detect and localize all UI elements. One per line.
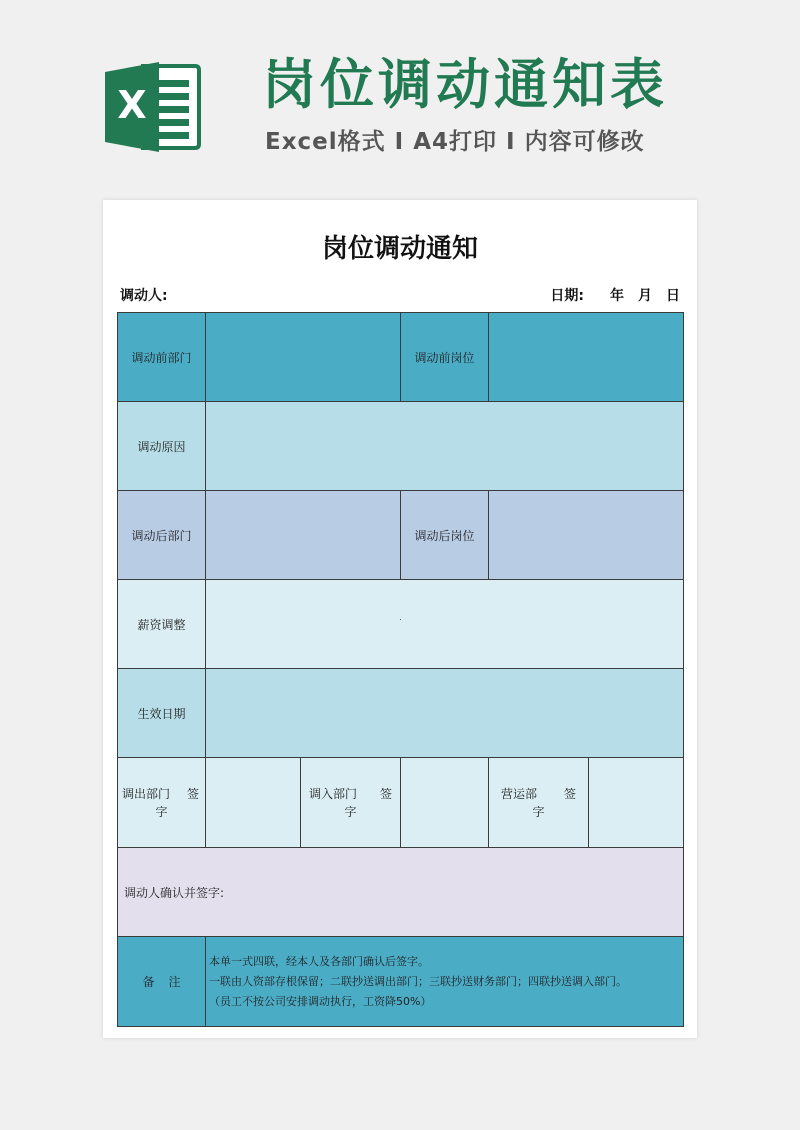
banner-title: 岗位调动通知表	[262, 53, 668, 116]
transferee-label: 调动人:	[120, 288, 168, 304]
effective-date-label: 生效日期	[118, 669, 206, 758]
in-dept-sign-text: 调入部门	[309, 786, 358, 801]
remark-label: 备注	[142, 975, 195, 989]
ops-sign-char2: 字	[532, 804, 545, 819]
effective-date-input[interactable]	[206, 669, 683, 758]
date-day: 日	[666, 288, 680, 304]
document-page	[103, 200, 697, 1038]
out-dept-sign-text: 调出部门	[122, 786, 171, 801]
post-before-label: 调动前岗位	[401, 313, 489, 402]
salary-input[interactable]	[206, 580, 683, 669]
document-title: 岗位调动通知	[321, 234, 478, 264]
reason-input[interactable]	[206, 402, 683, 491]
out-dept-sign-char1: 签	[186, 786, 199, 801]
ops-sign-text: 营运部	[501, 786, 538, 801]
transferee-confirm-label: 调动人确认并签字:	[124, 885, 225, 900]
remark-content	[206, 937, 683, 1026]
post-before-input[interactable]	[489, 313, 683, 402]
in-dept-sign-label	[301, 758, 401, 848]
dept-after-input[interactable]	[206, 491, 401, 580]
remark-line: 一联由人资部存根保留；二联抄送调出部门；三联抄送财务部门；四联抄送调入部门。	[209, 974, 627, 988]
stray-dot	[400, 619, 401, 620]
date-field	[550, 286, 680, 306]
in-dept-sign-input[interactable]	[401, 758, 489, 848]
in-dept-sign-char1: 签	[379, 786, 392, 801]
transfer-form-table	[117, 312, 684, 1027]
banner-subtitle: Excel格式 Ⅰ A4打印 Ⅰ 内容可修改	[265, 129, 645, 155]
dept-before-label: 调动前部门	[118, 313, 206, 402]
out-dept-sign-char2: 字	[155, 804, 168, 819]
dept-before-input[interactable]	[206, 313, 401, 402]
post-after-label: 调动后岗位	[401, 491, 489, 580]
out-dept-sign-input[interactable]	[206, 758, 301, 848]
ops-sign-label	[489, 758, 589, 848]
remark-line: （员工不按公司安排调动执行，工资降50%）	[209, 994, 432, 1008]
remark-label-cell	[118, 937, 206, 1026]
ops-sign-char1: 签	[563, 786, 576, 801]
salary-label: 薪资调整	[118, 580, 206, 669]
reason-label: 调动原因	[118, 402, 206, 491]
excel-logo-icon	[103, 60, 203, 154]
date-month: 月	[638, 288, 652, 304]
date-label: 日期:	[550, 288, 584, 304]
dept-after-label: 调动后部门	[118, 491, 206, 580]
in-dept-sign-char2: 字	[344, 804, 357, 819]
ops-sign-input[interactable]	[589, 758, 683, 848]
excel-logo-letter: X	[117, 83, 147, 127]
date-year: 年	[610, 288, 624, 304]
out-dept-sign-label	[118, 758, 206, 848]
post-after-input[interactable]	[489, 491, 683, 580]
remark-line: 本单一式四联，经本人及各部门确认后签字。	[209, 954, 429, 968]
transferee-confirm-field[interactable]	[118, 848, 683, 937]
